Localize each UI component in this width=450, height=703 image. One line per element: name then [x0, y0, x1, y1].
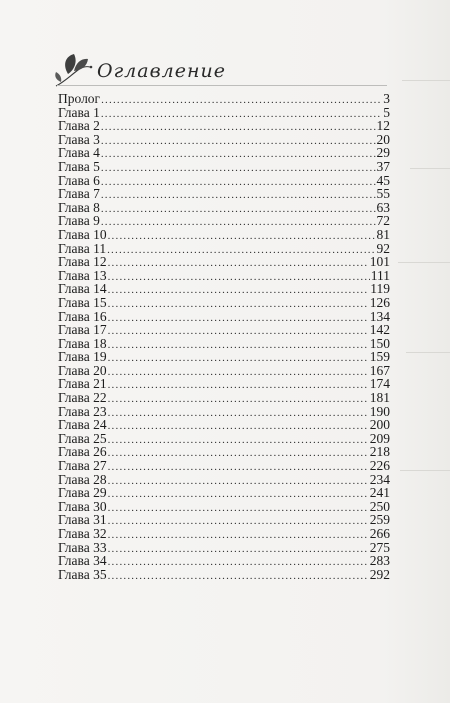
dot-leader: [108, 461, 369, 475]
toc-entry: [58, 527, 390, 541]
toc-entry: [58, 160, 390, 174]
dot-leader: [108, 230, 376, 244]
toc-entry-title: Глава 17: [58, 322, 107, 338]
dot-leader: [108, 298, 369, 312]
dot-leader: [101, 176, 376, 190]
toc-entry-page-number: 55: [376, 186, 390, 202]
toc-entry-title: Глава 25: [58, 430, 107, 446]
toc-entry-page-number: 45: [376, 172, 390, 188]
dot-leader: [107, 244, 375, 258]
toc-entry: [58, 391, 390, 405]
toc-entry-title: Глава 1: [58, 104, 100, 120]
toc-entry-page-number: 20: [376, 131, 390, 147]
toc-entry: [58, 119, 390, 133]
toc-entry-page-number: 275: [369, 539, 390, 555]
dot-leader: [108, 271, 370, 285]
dot-leader: [101, 148, 376, 162]
toc-entry-title: Глава 34: [58, 553, 107, 569]
toc-entry: [58, 282, 390, 296]
toc-entry: [58, 568, 390, 582]
toc-entry-page-number: 5: [383, 104, 390, 120]
toc-entry-page-number: 181: [369, 390, 390, 406]
dot-leader: [108, 420, 369, 434]
dot-leader: [101, 162, 376, 176]
toc-entry-title: Глава 23: [58, 403, 107, 419]
toc-entry-title: Глава 27: [58, 458, 107, 474]
toc-entry-page-number: 63: [376, 199, 390, 215]
toc-entry-title: Глава 3: [58, 131, 100, 147]
toc-entry: [58, 377, 390, 391]
toc-entry-title: Глава 21: [58, 376, 107, 392]
toc-entry-page-number: 101: [369, 254, 390, 270]
toc-entry: [58, 296, 390, 310]
toc-entry-title: Глава 5: [58, 158, 100, 174]
toc-entry-title: Глава 8: [58, 199, 100, 215]
toc-entry: [58, 554, 390, 568]
dot-leader: [108, 393, 369, 407]
toc-entry: [58, 459, 390, 473]
toc-entry: [58, 500, 390, 514]
toc-entry: [58, 187, 390, 201]
dot-leader: [108, 556, 369, 570]
dot-leader: [108, 570, 369, 584]
dot-leader: [101, 121, 376, 135]
toc-entry-page-number: 159: [369, 349, 390, 365]
toc-entry: [58, 513, 390, 527]
toc-entry-page-number: 3: [383, 91, 390, 106]
toc-entry-title: Глава 28: [58, 471, 107, 487]
toc-entry: [58, 228, 390, 242]
toc-entry: [58, 269, 390, 283]
title-divider: [57, 85, 387, 86]
toc-entry-title: Глава 6: [58, 172, 100, 188]
toc-entry-page-number: 174: [369, 376, 390, 392]
toc-entry: [58, 174, 390, 188]
dot-leader: [108, 407, 369, 421]
leaf-flourish-icon: [52, 52, 96, 92]
toc-entry-title: Глава 2: [58, 118, 100, 134]
bleed-through-line: [402, 80, 450, 81]
toc-entry-title: Глава 26: [58, 444, 107, 460]
toc-entry-page-number: 111: [370, 267, 390, 283]
dot-leader: [108, 488, 369, 502]
toc-entry-title: Глава 15: [58, 294, 107, 310]
toc-entry-page-number: 283: [369, 553, 390, 569]
toc-entry: [58, 541, 390, 555]
toc-entry: [58, 445, 390, 459]
toc-entry-page-number: 167: [369, 362, 390, 378]
toc-entry: [58, 106, 390, 120]
toc-entry-title: Глава 13: [58, 267, 107, 283]
dot-leader: [101, 94, 382, 108]
toc-entry-page-number: 226: [369, 458, 390, 474]
toc-entry-title: Глава 31: [58, 512, 107, 528]
toc-entry-title: Глава 14: [58, 281, 107, 297]
page-title: Оглавление: [97, 60, 227, 82]
toc-entry-title: Глава 16: [58, 308, 107, 324]
toc-entry: [58, 255, 390, 269]
toc-entry-page-number: 119: [370, 281, 390, 297]
toc-entry: [58, 364, 390, 378]
toc-entry-page-number: 12: [376, 118, 390, 134]
toc-entry-title: Глава 19: [58, 349, 107, 365]
toc-entry-page-number: 81: [376, 226, 390, 242]
dot-leader: [108, 502, 369, 516]
toc-entry-page-number: 72: [376, 213, 390, 229]
dot-leader: [108, 352, 369, 366]
toc-entry-title: Пролог: [58, 91, 101, 106]
toc-entry: [58, 473, 390, 487]
toc-entry-page-number: 241: [369, 485, 390, 501]
toc-entry-page-number: 259: [369, 512, 390, 528]
dot-leader: [108, 257, 369, 271]
toc-entry-title: Глава 20: [58, 362, 107, 378]
toc-entry-title: Глава 12: [58, 254, 107, 270]
toc-entry-title: Глава 33: [58, 539, 107, 555]
toc-entry-page-number: 142: [369, 322, 390, 338]
toc-entry: [58, 350, 390, 364]
toc-entry-title: Глава 24: [58, 417, 107, 433]
dot-leader: [108, 325, 369, 339]
bleed-through-line: [398, 262, 450, 263]
toc-entry-title: Глава 9: [58, 213, 100, 229]
dot-leader: [101, 135, 376, 149]
toc-entry-title: Глава 10: [58, 226, 107, 242]
toc-entry: [58, 133, 390, 147]
toc-entry-title: Глава 4: [58, 145, 100, 161]
toc-entry-title: Глава 30: [58, 498, 107, 514]
dot-leader: [108, 312, 369, 326]
dot-leader: [108, 515, 369, 529]
toc-entry-page-number: 234: [369, 471, 390, 487]
bleed-through-line: [400, 470, 450, 471]
toc-entry: [58, 146, 390, 160]
toc-entry-page-number: 209: [369, 430, 390, 446]
toc-entry-title: Глава 29: [58, 485, 107, 501]
toc-entry-page-number: 250: [369, 498, 390, 514]
toc-entry-page-number: 200: [369, 417, 390, 433]
toc-entry: [58, 310, 390, 324]
dot-leader: [108, 434, 369, 448]
toc-entry-title: Глава 22: [58, 390, 107, 406]
toc-entry: [58, 242, 390, 256]
dot-leader: [108, 379, 369, 393]
toc-entry-title: Глава 7: [58, 186, 100, 202]
toc-entry: [58, 405, 390, 419]
toc-entry-title: Глава 35: [58, 566, 107, 582]
dot-leader: [101, 216, 376, 230]
toc-entry-page-number: 134: [369, 308, 390, 324]
dot-leader: [108, 366, 369, 380]
toc-entry-page-number: 266: [369, 526, 390, 541]
bleed-through-line: [406, 352, 450, 353]
dot-leader: [108, 284, 370, 298]
toc-entry-title: Глава 11: [58, 240, 107, 256]
toc-entry: [58, 337, 390, 351]
dot-leader: [108, 543, 369, 557]
bleed-through-line: [410, 168, 450, 169]
toc-entry: [58, 214, 390, 228]
toc-entry-page-number: 150: [369, 335, 390, 351]
toc-entry-page-number: 92: [376, 240, 390, 256]
toc-entry: [58, 201, 390, 215]
toc-entry-page-number: 29: [376, 145, 390, 161]
toc-entry-title: Глава 18: [58, 335, 107, 351]
toc-entry: [58, 92, 390, 106]
toc-entry-page-number: 292: [369, 566, 390, 582]
dot-leader: [101, 189, 376, 203]
toc-entry-page-number: 37: [376, 158, 390, 174]
toc-header: [52, 52, 292, 92]
toc-entry-title: Глава 32: [58, 526, 107, 541]
toc-entry-page-number: 218: [369, 444, 390, 460]
toc-entry-page-number: 126: [369, 294, 390, 310]
toc-entry: [58, 432, 390, 446]
toc-entry: [58, 418, 390, 432]
dot-leader: [108, 529, 369, 543]
dot-leader: [101, 108, 382, 122]
dot-leader: [101, 203, 376, 217]
dot-leader: [108, 447, 369, 461]
toc-entry: [58, 486, 390, 500]
toc-entry-page-number: 190: [369, 403, 390, 419]
table-of-contents: [58, 92, 390, 581]
toc-entry: [58, 323, 390, 337]
dot-leader: [108, 339, 369, 353]
dot-leader: [108, 475, 369, 489]
